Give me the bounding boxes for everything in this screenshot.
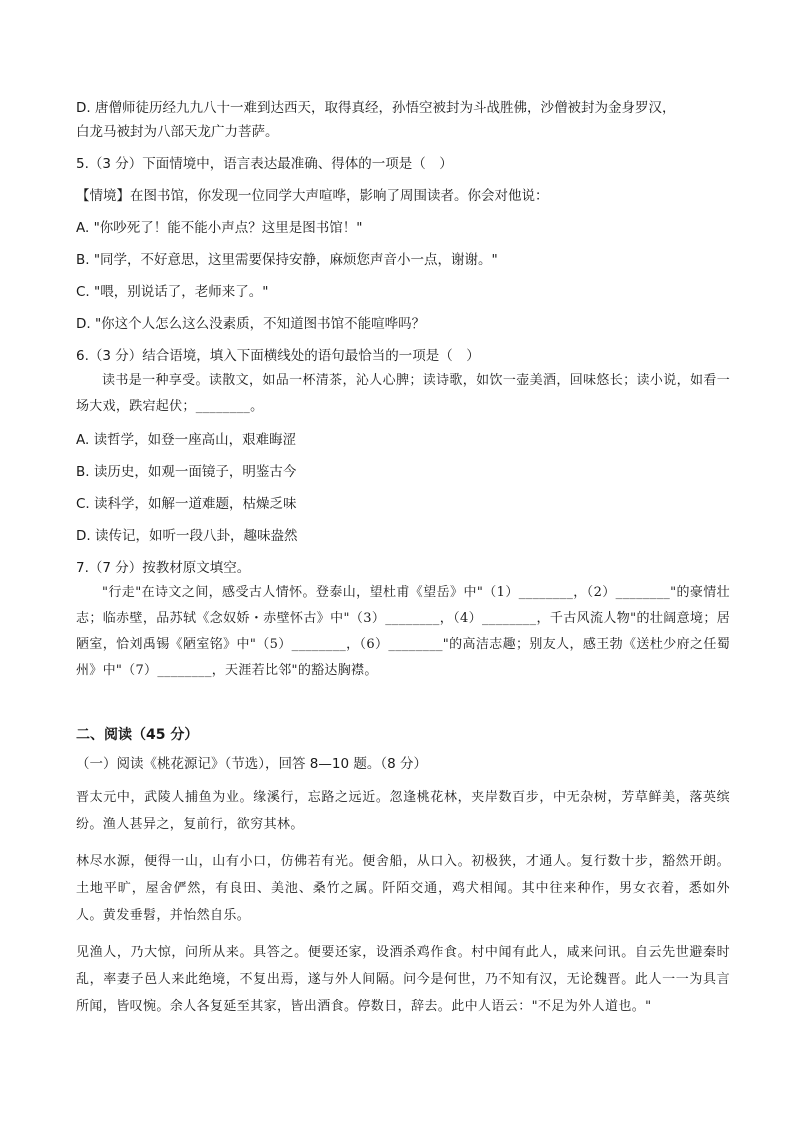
subsection-1-stem: （一）阅读《桃花源记》（节选），回答 8—10 题。（8 分） bbox=[76, 756, 427, 772]
passage-paragraph-2: 林尽水源，便得一山，山有小口，仿佛若有光。便舍船，从口入。初极狭，才通人。复行数十步，豁然开朗。土地平旷，屋舍俨然，有良田、美池、桑竹之属。阡陌交通，鸡犬相闻。其中往来种作，男女衣着，悉如外人。黄发垂髫，并怡然自乐。 bbox=[76, 854, 730, 923]
q5-stem: 5.（3 分）下面情境中，语言表达最准确、得体的一项是（ ） bbox=[76, 156, 453, 172]
q5-option-d: D. "你这个人怎么这么没素质，不知道图书馆不能喧哗吗？ bbox=[76, 316, 426, 332]
q6-option-d: D. 读传记，如听一段八卦，趣味盎然 bbox=[76, 528, 298, 544]
q7-passage: "行走"在诗文之间，感受古人情怀。登泰山，望杜甫《望岳》中"（1）________，（2）________"的豪情壮志；临赤壁，品苏轼《念奴娇・赤壁怀古》中"（3）________，（4）________，千古风流人物"的壮阔意境；居陋室，恰刘禹锡《陋室铭》中"（5）________，（6）________"的高洁志趣；别友人，感王勃《送杜少府之任蜀州》中"（7）________，天涯若比邻"的豁达胸襟。 bbox=[76, 585, 730, 678]
q6-stem: 6.（3 分）结合语境，填入下面横线处的语句最恰当的一项是（ ） bbox=[76, 348, 480, 364]
q6-option-c: C. 读科学，如解一道难题，枯燥乏味 bbox=[76, 496, 297, 512]
section-2-title: 二、阅读（45 分） bbox=[76, 727, 199, 743]
q5-context: 【情境】在图书馆，你发现一位同学大声喧哗，影响了周围读者。你会对他说： bbox=[76, 188, 549, 204]
q6-option-a: A. 读哲学，如登一座高山，艰难晦涩 bbox=[76, 432, 297, 448]
q7-stem: 7.（7 分）按教材原文填空。 bbox=[76, 560, 251, 576]
q4-option-d-line1: D. 唐僧师徒历经九九八十一难到达西天，取得真经，孙悟空被封为斗战胜佛，沙僧被封为金身罗汉， bbox=[76, 100, 676, 116]
q5-option-c: C. "喂，别说话了，老师来了。" bbox=[76, 284, 269, 300]
q5-option-b: B. "同学，不好意思，这里需要保持安静，麻烦您声音小一点，谢谢。" bbox=[76, 252, 498, 268]
passage-paragraph-1: 晋太元中，武陵人捕鱼为业。缘溪行，忘路之远近。忽逢桃花林，夹岸数百步，中无杂树，芳草鲜美，落英缤纷。渔人甚异之，复前行，欲穷其林。 bbox=[76, 790, 730, 832]
passage-paragraph-3: 见渔人，乃大惊，问所从来。具答之。便要还家，设酒杀鸡作食。村中闻有此人，咸来问讯。自云先世避秦时乱，率妻子邑人来此绝境，不复出焉，遂与外人间隔。问今是何世，乃不知有汉，无论魏晋。此人一一为具言所闻，皆叹惋。余人各复延至其家，皆出酒食。停数日，辞去。此中人语云："不足为外人道也。" bbox=[76, 945, 730, 1014]
exam-page bbox=[76, 96, 730, 1020]
q6-option-b: B. 读历史，如观一面镜子，明鉴古今 bbox=[76, 464, 297, 480]
q4-option-d-line2: 白龙马被封为八部天龙广力菩萨。 bbox=[76, 124, 279, 140]
q5-option-a: A. "你吵死了！能不能小声点？这里是图书馆！" bbox=[76, 220, 363, 236]
q6-passage: 读书是一种享受。读散文，如品一杯清茶，沁人心脾；读诗歌，如饮一壶美酒，回味悠长；读小说，如看一场大戏，跌宕起伏；________。 bbox=[76, 373, 730, 414]
